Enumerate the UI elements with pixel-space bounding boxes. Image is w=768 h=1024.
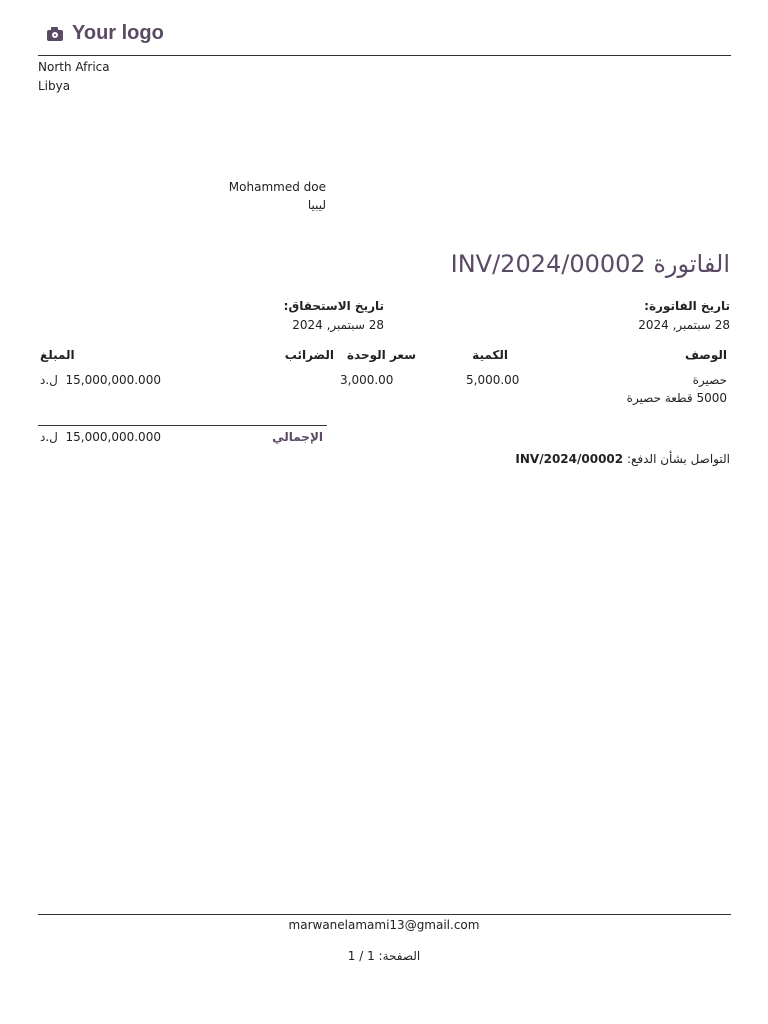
page-number: الصفحة: 1 / 1 <box>347 949 421 963</box>
company-logo <box>46 22 164 45</box>
invoice-date-block <box>638 297 730 335</box>
company-address <box>38 58 110 96</box>
row-currency: ل.د <box>40 373 58 387</box>
row-quantity: 5,000.00 <box>466 373 520 387</box>
invoice-date-label: تاريخ الفاتورة: <box>644 299 730 313</box>
footer-divider <box>38 914 731 915</box>
invoice-date-value: 28 سبتمبر, 2024 <box>638 318 730 332</box>
logo-text: Your logo <box>72 22 164 44</box>
total-currency: ل.د <box>40 430 58 444</box>
row-unit-price: 3,000.00 <box>340 373 394 387</box>
row-amount-value: 15,000,000.000 <box>65 373 161 387</box>
due-date-label: تاريخ الاستحقاق: <box>283 299 384 313</box>
customer-country: ليبيا <box>307 198 326 212</box>
row-amount <box>40 373 161 387</box>
invoice-title: الفاتورة INV/2024/00002 <box>450 250 730 278</box>
camera-icon <box>46 26 64 42</box>
total-label: الإجمالي <box>272 430 323 444</box>
payment-reference: INV/2024/00002 <box>515 452 624 466</box>
col-header-quantity: الكمية <box>472 348 508 362</box>
due-date-block <box>250 297 384 335</box>
customer-name: Mohammed doe <box>228 180 326 194</box>
col-header-description: الوصف <box>684 348 727 362</box>
due-date-value: 28 سبتمبر, 2024 <box>292 318 384 332</box>
row-description: حصيرة <box>692 373 727 387</box>
col-header-amount: المبلغ <box>40 348 75 362</box>
row-description-detail: 5000 قطعة حصيرة <box>626 391 727 405</box>
company-line-2: Libya <box>38 79 71 93</box>
total-amount-value: 15,000,000.000 <box>65 430 161 444</box>
col-header-taxes: الضرائب <box>284 348 334 362</box>
company-line-1: North Africa <box>38 60 110 74</box>
customer-address <box>120 178 326 214</box>
header-divider <box>38 55 731 56</box>
payment-communication <box>515 452 730 466</box>
total-amount <box>40 430 161 444</box>
total-divider <box>38 425 327 426</box>
col-header-unit-price: سعر الوحدة <box>346 348 416 362</box>
footer-email: marwanelamami13@gmail.com <box>288 918 480 932</box>
payment-label: التواصل بشأن الدفع: <box>626 452 730 466</box>
